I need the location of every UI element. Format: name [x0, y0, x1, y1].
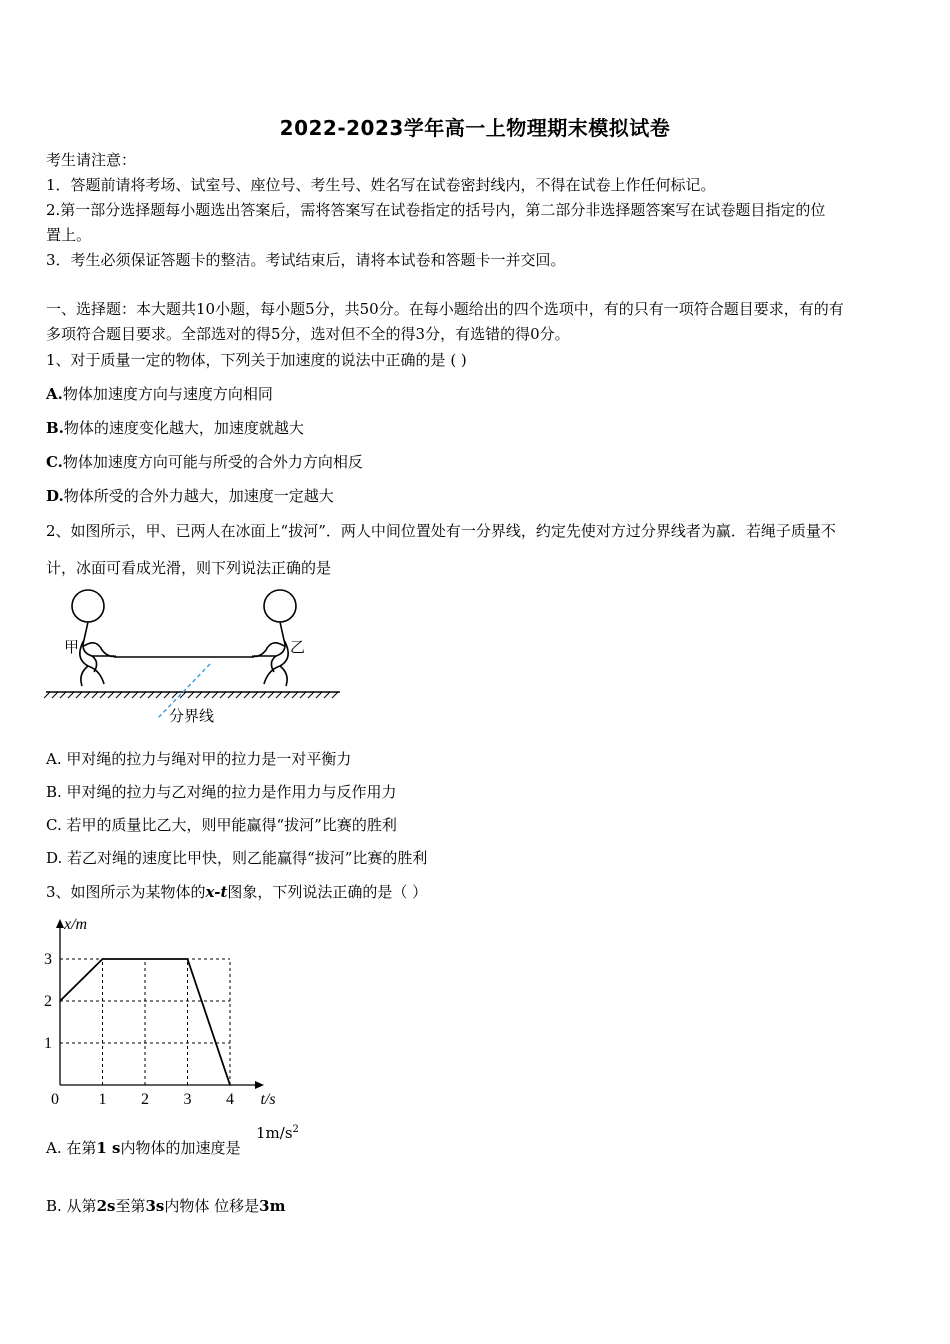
ground-hatching	[44, 692, 338, 698]
y-axis-arrow	[56, 919, 64, 928]
data-point-3	[229, 1084, 231, 1086]
label-yi: 乙	[290, 640, 306, 656]
q3-stem	[46, 880, 908, 905]
x-tick-label-4: 4	[226, 1091, 234, 1108]
q2-option-d: D. 若乙对绳的速度比甲快，则乙能赢得“拔河”比赛的胜利	[46, 849, 428, 867]
q3-option-a-post: 内物体的加速度是	[120, 1139, 241, 1157]
notice-item-3: 3．考生必须保证答题卡的整洁。考试结束后，请将本试卷和答题卡一并交回。	[46, 251, 566, 269]
tug-of-war-figure	[44, 588, 344, 728]
x-axis-label: t/s	[260, 1091, 276, 1108]
page-title: 2022-2023学年高一上物理期末模拟试卷	[279, 116, 671, 140]
q3-option-a-unit	[256, 1124, 299, 1142]
q3-option-a-bold: 1 s	[96, 1139, 121, 1157]
y-tick-label-1: 1	[44, 1035, 52, 1052]
q3-option-a	[46, 1136, 908, 1161]
q3-option-b-post: 内物体 位移是	[164, 1197, 260, 1215]
q3-stem-post: 图象，下列说法正确的是（ ）	[227, 883, 428, 901]
q2-stem-2: 计，冰面可看成光滑，则下列说法正确的是	[46, 559, 332, 577]
y-tick-label-3: 3	[44, 951, 52, 968]
y-tick-label-2: 2	[44, 993, 52, 1010]
q1-option-c-letter: C.	[46, 453, 63, 471]
q3-option-b-bold3: 3m	[259, 1197, 286, 1215]
x-tick-label-3: 3	[183, 1091, 192, 1108]
person-left-head	[72, 590, 104, 622]
q1-option-d-text: 物体所受的合外力越大，加速度一定越大	[63, 487, 334, 505]
q1-option-c-text: 物体加速度方向可能与所受的合外力方向相反	[62, 453, 363, 471]
q2-stem-1: 2、如图所示，甲、已两人在冰面上“拔河”．两人中间位置处有一分界线，约定先使对方过分界线者为赢．若绳子质量不	[46, 522, 836, 540]
notice-item-1: 1．答题前请将考场、试室号、座位号、考生号、姓名写在试卷密封线内，不得在试卷上作任何标记。	[46, 176, 716, 194]
q1-option-d	[46, 484, 908, 509]
data-point-2	[187, 958, 189, 960]
label-jia: 甲	[64, 640, 80, 656]
q2-option-c: C. 若甲的质量比乙大，则甲能赢得“拔河”比赛的胜利	[46, 816, 397, 834]
data-point-1	[102, 958, 104, 960]
q3-option-b	[46, 1194, 908, 1219]
q3-stem-pre: 3、如图所示为某物体的	[46, 883, 206, 901]
xt-chart	[40, 908, 280, 1113]
q3-option-a-pre: A. 在第	[46, 1139, 97, 1157]
q3-option-b-pre: B. 从第	[46, 1197, 97, 1215]
x-axis-arrow	[255, 1081, 264, 1089]
q1-stem: 1、对于质量一定的物体，下列关于加速度的说法中正确的是 ( )	[46, 351, 467, 369]
y-axis-label: x/m	[64, 916, 88, 933]
person-right-body	[252, 622, 288, 686]
q3-option-a-unit-exp: 2	[292, 1124, 299, 1135]
notice-item-2-cont: 置上。	[46, 226, 92, 244]
q3-stem-var: x-t	[205, 883, 228, 901]
data-point-0	[59, 1000, 61, 1002]
q1-option-a-text: 物体加速度方向与速度方向相同	[62, 385, 273, 403]
q3-option-b-mid: 至第	[115, 1197, 146, 1215]
q1-option-b-text: 物体的速度变化越大，加速度就越大	[63, 419, 304, 437]
person-right-head	[264, 590, 296, 622]
q1-option-a	[46, 382, 908, 407]
q3-option-b-bold2: 3s	[145, 1197, 165, 1215]
q2-option-b: B. 甲对绳的拉力与乙对绳的拉力是作用力与反作用力	[46, 783, 397, 801]
notice-heading: 考生请注意：	[46, 151, 137, 169]
q1-option-b	[46, 416, 908, 441]
section-instructions-2: 多项符合题目要求。全部选对的得5分，选对但不全的得3分，有选错的得0分。	[46, 325, 570, 343]
section-instructions-1: 一、选择题：本大题共10小题，每小题5分，共50分。在每小题给出的四个选项中，有的只有一项符合题目要求，有的有	[46, 300, 844, 318]
label-boundary: 分界线	[169, 709, 215, 725]
q1-option-d-letter: D.	[46, 487, 64, 505]
q3-option-b-bold1: 2s	[96, 1197, 116, 1215]
person-left-body	[80, 622, 116, 686]
notice-item-2: 2.第一部分选择题每小题选出答案后，需将答案写在试卷指定的括号内，第二部分非选择题答案写在试卷题目指定的位	[46, 201, 826, 219]
q1-option-c	[46, 450, 908, 475]
x-tick-label-1: 1	[98, 1091, 107, 1108]
q1-option-a-letter: A.	[46, 385, 63, 403]
q2-option-a: A. 甲对绳的拉力与绳对甲的拉力是一对平衡力	[46, 750, 352, 768]
q3-option-a-unit-text: 1m/s	[256, 1124, 293, 1142]
q1-option-b-letter: B.	[46, 419, 64, 437]
x-tick-label-0: 0	[51, 1091, 59, 1108]
x-tick-label-2: 2	[141, 1091, 149, 1108]
